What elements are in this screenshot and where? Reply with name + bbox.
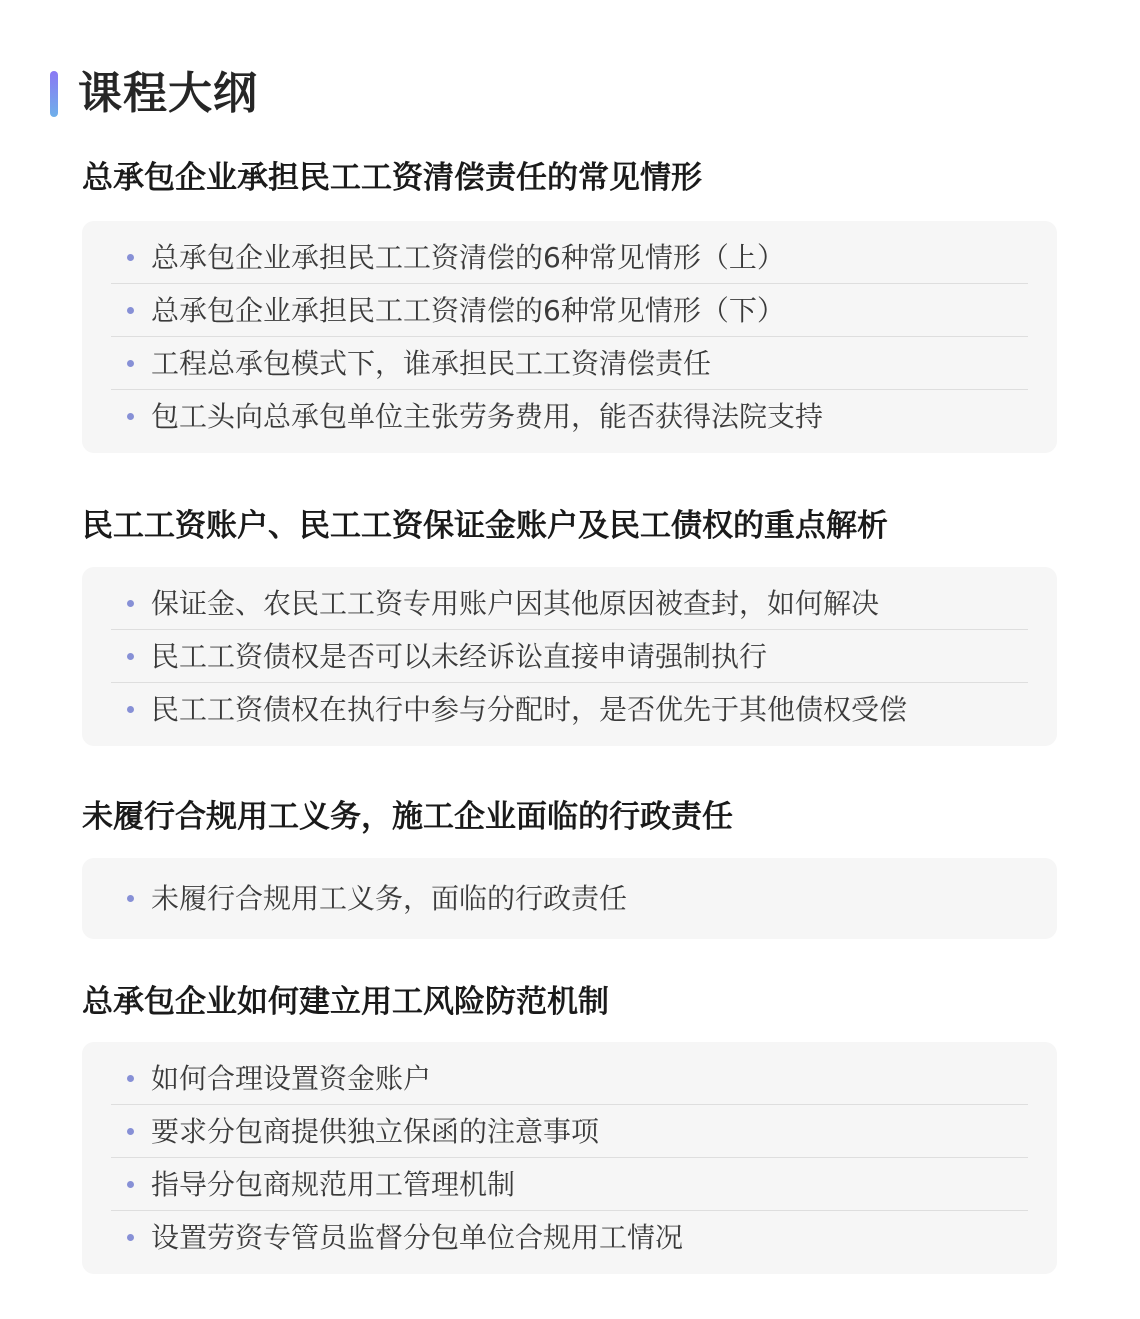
list-item — [111, 577, 1028, 630]
bullet-icon — [127, 360, 134, 367]
list-item-text: 指导分包商规范用工管理机制 — [151, 1167, 516, 1201]
list-item-text: 包工头向总承包单位主张劳务费用，能否获得法院支持 — [151, 400, 824, 433]
page-header — [50, 68, 258, 120]
list-item-text: 设置劳资专管员监督分包单位合规用工情况 — [151, 1221, 684, 1254]
bullet-icon — [127, 1128, 134, 1135]
page-title: 课程大纲 — [78, 68, 258, 119]
bullet-icon — [127, 413, 134, 420]
bullet-icon — [127, 706, 134, 713]
list-item-text: 工程总承包模式下，谁承担民工工资清偿责任 — [151, 346, 712, 380]
list-item — [111, 390, 1028, 443]
bullet-icon — [127, 254, 134, 261]
list-item-text: 保证金、农民工工资专用账户因其他原因被查封，如何解决 — [151, 586, 880, 620]
bullet-icon — [127, 1234, 134, 1241]
list-item — [111, 337, 1028, 390]
list-item — [111, 683, 1028, 736]
bullet-icon — [127, 1181, 134, 1188]
list-item — [111, 868, 1028, 929]
list-item — [111, 630, 1028, 683]
title-accent-bar — [50, 71, 58, 117]
section-card-4 — [82, 1042, 1057, 1274]
section-title-4: 总承包企业如何建立用工风险防范机制 — [82, 984, 609, 1020]
list-item-text: 民工工资债权是否可以未经诉讼直接申请强制执行 — [151, 639, 768, 673]
bullet-icon — [127, 600, 134, 607]
list-item — [111, 1052, 1028, 1105]
section-title-2: 民工工资账户、民工工资保证金账户及民工债权的重点解析 — [82, 508, 888, 544]
section-title-3: 未履行合规用工义务，施工企业面临的行政责任 — [82, 799, 733, 835]
list-item-text: 总承包企业承担民工工资清偿的6种常见情形（下） — [151, 293, 785, 327]
section-card-2 — [82, 567, 1057, 746]
section-card-1 — [82, 221, 1057, 453]
list-item-text: 如何合理设置资金账户 — [151, 1061, 432, 1095]
bullet-icon — [127, 653, 134, 660]
bullet-icon — [127, 895, 134, 902]
list-item — [111, 1105, 1028, 1158]
section-title-1: 总承包企业承担民工工资清偿责任的常见情形 — [82, 160, 702, 196]
bullet-icon — [127, 1075, 134, 1082]
list-item-text: 要求分包商提供独立保函的注意事项 — [151, 1114, 600, 1148]
list-item — [111, 1211, 1028, 1264]
section-card-3 — [82, 858, 1057, 939]
list-item — [111, 1158, 1028, 1211]
bullet-icon — [127, 307, 134, 314]
list-item-text: 未履行合规用工义务，面临的行政责任 — [151, 882, 628, 915]
list-item-text: 民工工资债权在执行中参与分配时，是否优先于其他债权受偿 — [151, 693, 908, 726]
list-item — [111, 284, 1028, 337]
list-item — [111, 231, 1028, 284]
list-item-text: 总承包企业承担民工工资清偿的6种常见情形（上） — [151, 240, 785, 274]
